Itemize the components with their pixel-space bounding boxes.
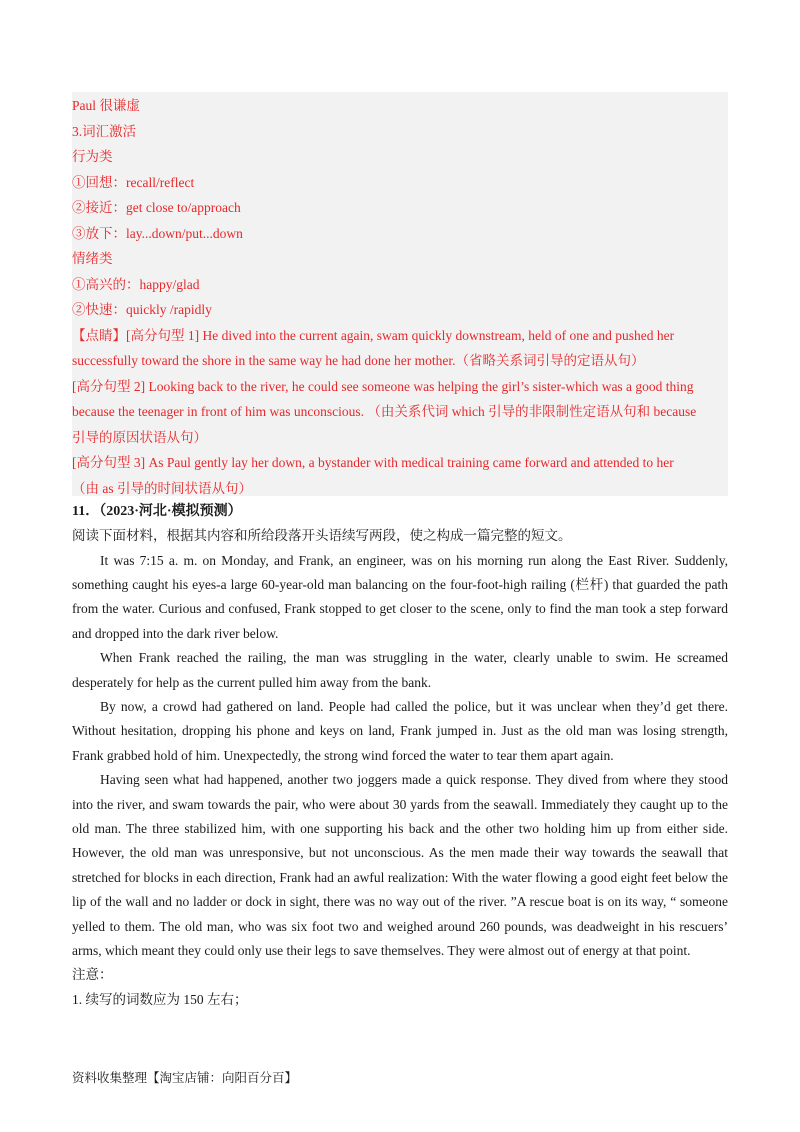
answer-note-line: ③放下：lay...down/put...down bbox=[72, 225, 243, 241]
page-footer: 资料收集整理【淘宝店铺：向阳百分百】 bbox=[72, 1071, 298, 1085]
answer-note-line: 3.词汇激活 bbox=[72, 123, 137, 139]
answer-note-line: 情绪类 bbox=[72, 251, 113, 266]
answer-note-line: ②快速：quickly /rapidly bbox=[72, 302, 212, 317]
story-paragraph: By now, a crowd had gathered on land. People had called the police, but it was unclear when they’d get there. Without hesitation, dropping his phone and keys on land, Frank jumped in. Just as the old man was losing strength, Frank grabbed hold of him. Unexpectedly, the strong wind forced the water to tear them apart again. bbox=[72, 698, 728, 763]
question-instruction: 阅读下面材料，根据其内容和所给段落开头语续写两段，使之构成一篇完整的短文。 bbox=[72, 528, 572, 543]
answer-note-line: （由 as 引导的时间状语从句） bbox=[72, 480, 252, 496]
answer-note-line: ①回想：recall/reflect bbox=[72, 174, 195, 190]
answer-note-line: 【点睛】[高分句型 1] He dived into the current again, swam quickly downstream, held of one and pushed her bbox=[72, 327, 675, 343]
question-block bbox=[72, 500, 728, 1012]
answer-note-line: ①高兴的：happy/glad bbox=[72, 276, 200, 292]
story-paragraph: Having seen what had happened, another two joggers made a quick response. They dived from where they stood into the river, and swam towards the pair, who were about 30 yards from the seawall. Immediately they caught up to the old man. The three stabilized him, with one supporting his back and the other two holding him up from either side. However, the old man was unresponsive, but not unconscious. As the men made their way towards the seawall that stretched for blocks in each direction, Frank had an awful realization: With the water flowing a good eight feet below the lip of the wall and no ladder or dock in sight, there was no way out of the river. ”A rescue boat is on its way, “ someone yelled to them. The old man, who was six foot two and weighed around 260 pounds, was deadweight in his rescuers’ arms, which meant they could only use their legs to save themselves. They were almost out of energy at that point. bbox=[72, 772, 728, 958]
answer-note-line: [高分句型 2] Looking back to the river, he could see someone was helping the girl’s sister-which was a good thing bbox=[72, 378, 694, 394]
story-paragraph: It was 7:15 a. m. on Monday, and Frank, an engineer, was on his morning run along the East River. Suddenly, something caught his eyes-a large 60-year-old man balancing on the four-foot-high railing (栏杆) that guarded the path from the water. Curious and confused, Frank stopped to get closer to the scene, only to find the man took a step forward and dropped into the dark river below. bbox=[72, 552, 728, 641]
answer-note-line: because the teenager in front of him was unconscious. （由关系代词 which 引导的非限制性定语从句和 because bbox=[72, 404, 697, 419]
story-paragraph: When Frank reached the railing, the man was struggling in the water, clearly unable to swim. He screamed desperately for help as the current pulled him away from the bank. bbox=[72, 650, 728, 690]
note-item: 1. 续写的词数应为 150 左右； bbox=[72, 991, 248, 1007]
question-heading: 11．（2023·河北·模拟预测） bbox=[72, 504, 242, 519]
answer-note-line: 行为类 bbox=[72, 149, 113, 164]
answer-notes-block bbox=[72, 92, 728, 496]
answer-note-line: successfully toward the shore in the same way he had done her mother.（省略关系词引导的定语从句） bbox=[72, 353, 645, 368]
answer-note-line: 引导的原因状语从句） bbox=[72, 429, 207, 445]
notes-label: 注意： bbox=[72, 967, 113, 983]
answer-note-line: ②接近：get close to/approach bbox=[72, 200, 241, 215]
answer-note-line: [高分句型 3] As Paul gently lay her down, a bystander with medical training came forward and attended to her bbox=[72, 455, 674, 470]
answer-note-line: Paul 很谦虚 bbox=[72, 98, 140, 113]
